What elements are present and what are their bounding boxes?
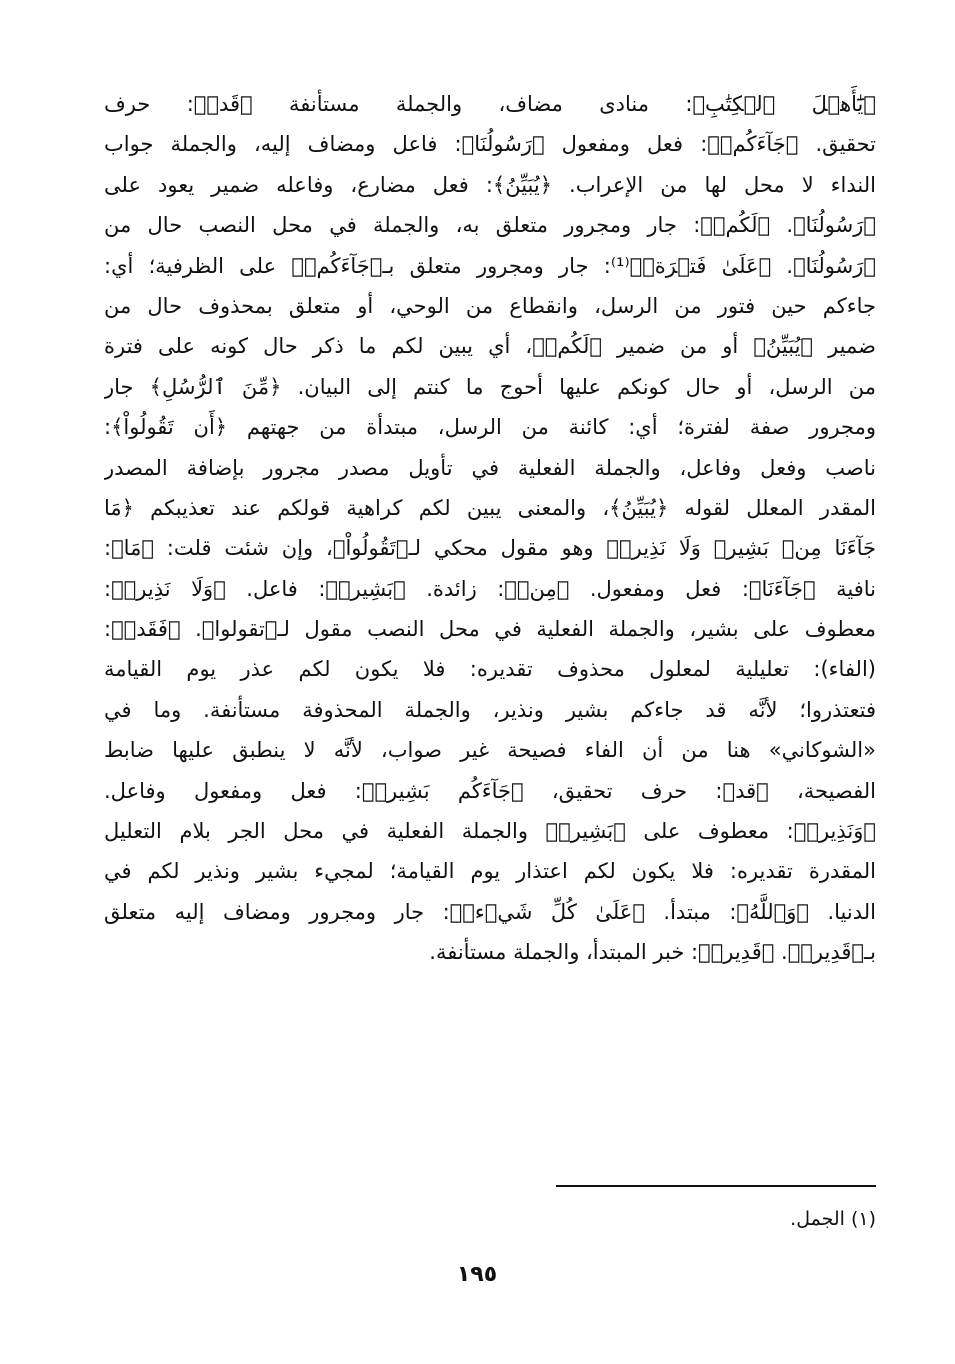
- text-line: ضمير ﴿يُبَيِّنُ﴾ أو من ضمير ﴿لَكُمۡ﴾، أي يبين لكم ما ذكر حال كونه على فترة: [104, 334, 876, 359]
- footnote-divider: [556, 1185, 876, 1187]
- text-line: ناصب وفعل وفاعل، والجملة الفعلية في تأويل مصدر مجرور بإضافة المصدر: [104, 455, 876, 480]
- text-line: ﴿رَسُولُنَا﴾. ﴿لَكُمۡ﴾: جار ومجرور متعلق به، والجملة في محل النصب حال من: [104, 213, 876, 238]
- body-text: [104, 84, 876, 973]
- text-line: المقدر المعلل لقوله ﴿يُبَيِّنُ﴾، والمعنى يبين لكم كراهية قولكم عند تعذيبكم ﴿مَا: [104, 495, 876, 520]
- text-line: ﴿يَٰٓأَهۡلَ ٱلۡكِتَٰبِ﴾: منادى مضاف، والجملة مستأنفة ﴿قَدۡ﴾: حرف: [104, 92, 876, 116]
- text-line: بـ﴿قَدِيرٞ﴾. ﴿قَدِيرٞ﴾: خبر المبتدأ، والجملة مستأنفة.: [429, 940, 876, 965]
- text-line: جاءكم حين فتور من الرسل، وانقطاع من الوحي، أو متعلق بمحذوف حال من: [104, 293, 876, 318]
- text-line: الدنيا. ﴿وَٱللَّهُ﴾: مبتدأ. ﴿عَلَىٰ كُلِّ شَيۡءٖ﴾: جار ومجرور ومضاف إليه متعلق: [104, 899, 876, 924]
- text-line: «الشوكاني» هنا من أن الفاء فصيحة غير صواب، لأنَّه لا ينطبق عليها ضابط: [104, 738, 876, 763]
- text-line: من الرسل، أو حال كونكم عليها أحوج ما كنتم إلى البيان. ﴿مِّنَ ٱلرُّسُلِ﴾ جار: [104, 374, 876, 399]
- text-line: جَآءَنَا مِنۢ بَشِيرٖ وَلَا نَذِيرٖ﴾ وهو مقول محكي لـ﴿تَقُولُواْ﴾، وإن شئت قلت: ﴿مَا﴾:: [104, 536, 876, 561]
- text-line: المقدرة تقديره: فلا يكون لكم اعتذار يوم القيامة؛ لمجيء بشير ونذير لكم في: [104, 859, 876, 884]
- text-line: ﴿رَسُولُنَا﴾. ﴿عَلَىٰ فَتۡرَةٖ﴾⁽¹⁾: جار ومجرور متعلق بـ﴿جَآءَكُمۡ﴾ على الظرفية؛ أي:: [104, 253, 876, 278]
- text-line: الفصيحة، ﴿قد﴾: حرف تحقيق، ﴿جَآءَكُم بَشِيرٞ﴾: فعل ومفعول وفاعل.: [104, 778, 876, 803]
- text-line: (الفاء): تعليلية لمعلول محذوف تقديره: فلا يكون لكم عذر يوم القيامة: [104, 657, 876, 682]
- footnote: (١) الجمل.: [790, 1208, 876, 1230]
- text-line: معطوف على بشير، والجملة الفعلية في محل النصب مقول لـ﴿تقولوا﴾. ﴿فَقَدۡ﴾:: [104, 617, 876, 642]
- page-number: ١٩٥: [456, 1262, 498, 1287]
- text-line: نافية ﴿جَآءَنَا﴾: فعل ومفعول. ﴿مِنۢ﴾: زائدة. ﴿بَشِيرٖ﴾: فاعل. ﴿وَلَا نَذِيرٖ﴾:: [104, 576, 876, 601]
- text-line: تحقيق. ﴿جَآءَكُمۡ﴾: فعل ومفعول ﴿رَسُولُنَا﴾: فاعل ومضاف إليه، والجملة جواب: [104, 132, 876, 157]
- text-line: ومجرور صفة لفترة؛ أي: كائنة من الرسل، مبتدأة من جهتهم ﴿أَن تَقُولُواْ﴾:: [104, 415, 876, 440]
- text-line: النداء لا محل لها من الإعراب. ﴿يُبَيِّنُ﴾: فعل مضارع، وفاعله ضمير يعود على: [104, 172, 876, 197]
- text-line: فتعتذروا؛ لأنَّه قد جاءكم بشير ونذير، والجملة المحذوفة مستأنفة. وما في: [104, 697, 876, 722]
- text-line: ﴿وَنَذِيرٞ﴾: معطوف على ﴿بَشِيرٞ﴾ والجملة الفعلية في محل الجر بلام التعليل: [104, 819, 876, 844]
